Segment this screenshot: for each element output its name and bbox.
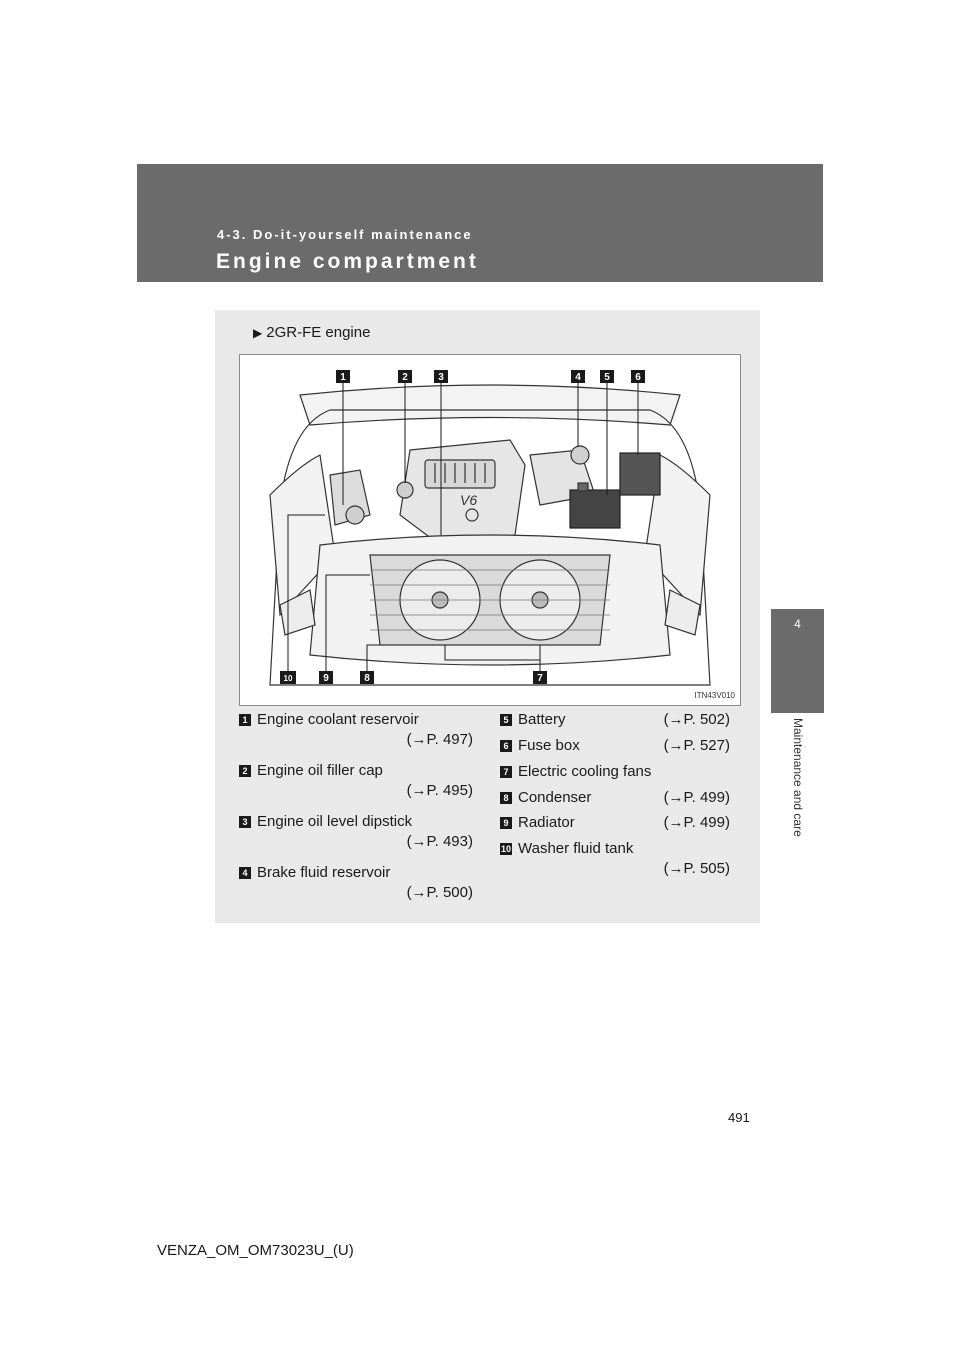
callout-4 <box>571 370 585 383</box>
list-item <box>239 761 473 801</box>
chapter-label: Maintenance and care <box>791 718 805 837</box>
list-item <box>500 762 730 782</box>
callout-8 <box>360 671 374 684</box>
list-item <box>239 863 473 903</box>
list-item <box>500 813 730 833</box>
page-reference-link[interactable]: (→P. 502) <box>663 711 730 728</box>
item-number-badge: 4 <box>239 867 251 879</box>
svg-text:4: 4 <box>575 372 581 383</box>
callout-1 <box>336 370 350 383</box>
chapter-tab[interactable] <box>771 609 824 713</box>
page-reference-link[interactable]: (→P. 493) <box>406 833 473 850</box>
engine-illustration <box>239 354 741 706</box>
callout-3 <box>434 370 448 383</box>
callout-7 <box>533 671 547 684</box>
item-label: Battery <box>518 711 566 728</box>
page-reference-link[interactable]: (→P. 497) <box>406 731 473 748</box>
svg-text:9: 9 <box>323 673 329 684</box>
item-label: Engine oil filler cap <box>257 762 383 779</box>
page-title: Engine compartment <box>216 250 479 273</box>
item-label: Brake fluid reservoir <box>257 864 391 881</box>
item-label: Condenser <box>518 789 592 806</box>
item-number-badge: 1 <box>239 714 251 726</box>
list-item <box>500 839 730 879</box>
engine-drawing <box>240 355 740 705</box>
svg-text:8: 8 <box>364 673 370 684</box>
callout-2 <box>398 370 412 383</box>
item-label: Engine oil level dipstick <box>257 813 413 830</box>
item-number-badge: 9 <box>500 817 512 829</box>
svg-text:10: 10 <box>283 674 293 683</box>
page-reference-link[interactable]: (→P. 505) <box>663 860 730 877</box>
svg-text:6: 6 <box>635 372 641 383</box>
page-reference-link[interactable]: (→P. 499) <box>663 814 730 831</box>
triangle-bullet-icon: ▶ <box>253 326 263 340</box>
item-label: Fuse box <box>518 737 580 754</box>
image-code: ITN43V010 <box>694 691 735 700</box>
page-reference-link[interactable]: (→P. 495) <box>406 782 473 799</box>
chapter-number: 4 <box>794 617 801 631</box>
page-reference-link[interactable]: (→P. 500) <box>406 884 473 901</box>
svg-text:2: 2 <box>402 372 408 383</box>
item-number-badge: 3 <box>239 816 251 828</box>
svg-text:1: 1 <box>340 372 346 383</box>
item-number-badge: 2 <box>239 765 251 777</box>
item-number-badge: 7 <box>500 766 512 778</box>
page-reference-link[interactable]: (→P. 499) <box>663 789 730 806</box>
list-item <box>500 710 730 730</box>
list-item <box>500 788 730 808</box>
callout-10 <box>280 671 296 684</box>
list-item <box>500 736 730 756</box>
document-code: VENZA_OM_OM73023U_(U) <box>157 1242 354 1259</box>
item-number-badge: 8 <box>500 792 512 804</box>
svg-text:3: 3 <box>438 372 444 383</box>
item-number-badge: 10 <box>500 844 511 854</box>
item-number-badge: 5 <box>500 714 512 726</box>
engine-heading-text: 2GR-FE engine <box>266 324 371 341</box>
item-label: Electric cooling fans <box>518 763 652 780</box>
item-label: Engine coolant reservoir <box>257 711 419 728</box>
section-label: 4-3. Do-it-yourself maintenance <box>217 227 473 242</box>
page-reference-link[interactable]: (→P. 527) <box>663 737 730 754</box>
item-label: Washer fluid tank <box>518 840 634 857</box>
item-label: Radiator <box>518 814 575 831</box>
engine-heading <box>253 324 370 341</box>
page-number: 491 <box>728 1110 750 1125</box>
callout-6 <box>631 370 645 383</box>
section-header <box>137 164 823 282</box>
callout-9 <box>319 671 333 684</box>
list-item <box>239 812 473 852</box>
engine-panel <box>215 310 760 923</box>
svg-text:5: 5 <box>604 372 610 383</box>
svg-text:V6: V6 <box>460 492 478 508</box>
list-item <box>239 710 473 750</box>
item-number-badge: 6 <box>500 740 512 752</box>
svg-text:7: 7 <box>537 673 543 684</box>
callout-5 <box>600 370 614 383</box>
